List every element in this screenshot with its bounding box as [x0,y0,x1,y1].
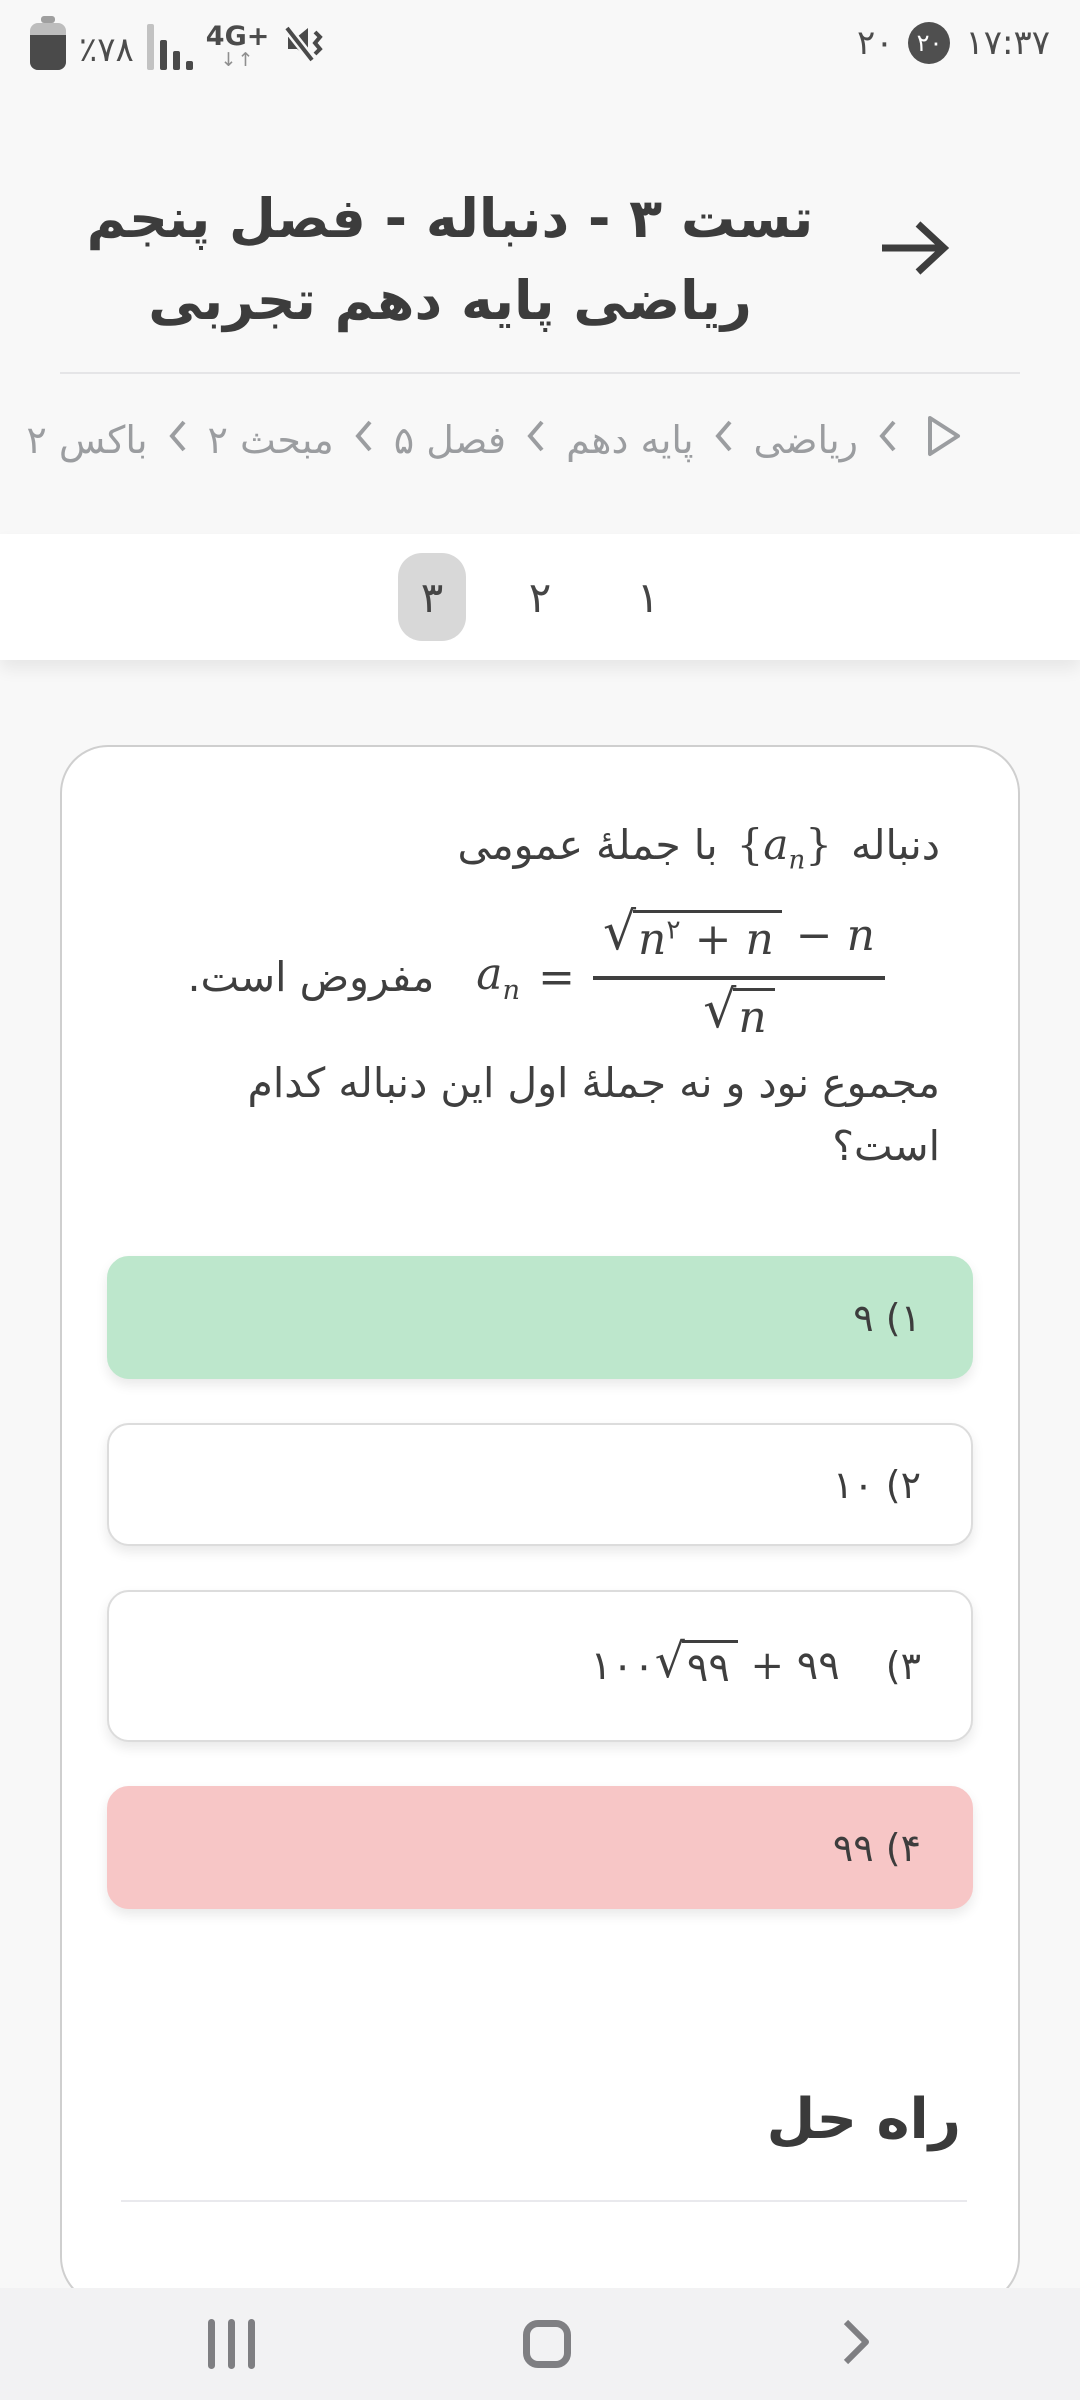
question-card [60,745,1020,2305]
question-formula-row [107,902,973,1052]
question-line4: است؟ [832,1122,940,1171]
option-1-correct[interactable]: ۱) ۹ [107,1256,973,1379]
option-2[interactable]: ۲) ۱۰ [107,1423,973,1546]
status-right [857,22,1050,64]
recents-icon[interactable] [208,2319,255,2369]
answer-options [107,1256,973,1909]
chevron-left-icon [353,418,375,463]
option-4-wrong-selected[interactable]: ۴) ۹۹ [107,1786,973,1909]
question-line3: مجموع نود و نه جملهٔ اول این دنباله کدام [247,1059,940,1108]
page-title-line1: تست ۳ - دنباله - فصل پنجم [86,187,814,250]
breadcrumb-item-grade[interactable]: پایه دهم [566,418,694,462]
chevron-left-icon [877,418,899,463]
breadcrumb-item-topic[interactable]: مبحث ۲ [207,418,334,462]
solution-heading: راه حل [766,2087,961,2153]
notification-badge: ۲۰ [908,22,950,64]
android-navigation-bar [0,2288,1080,2400]
breadcrumb [26,400,966,480]
chevron-left-icon [713,418,735,463]
back-arrow-button[interactable] [876,216,954,280]
battery-icon [30,16,66,70]
nav-back-icon[interactable] [838,2314,872,2374]
signal-bars-icon [147,24,193,70]
header-divider [60,372,1020,374]
status-left-icons [30,16,328,70]
status-bar [0,0,1080,72]
notification-count: ۲۰ [856,23,894,63]
question-tabs [0,534,1080,660]
question-line1: دنباله $\{a_n\}$ با جملهٔ عمومی [457,820,940,876]
general-term-formula: $a_n$ = √ $n^٢ + n$ − n √ n [476,910,885,1045]
sequence-notation: $\{a_n\}$ [736,820,832,876]
solution-divider [121,2200,967,2202]
home-icon[interactable] [523,2320,571,2368]
clock: ۱۷:۳۷ [965,23,1050,63]
chevron-left-icon [525,418,547,463]
mute-vibrate-icon [282,20,328,70]
network-type-icon: 4G+ ↓↑ [205,21,270,71]
breadcrumb-item-chapter[interactable]: فصل ۵ [393,418,507,462]
tab-question-3-selected[interactable]: ۳ [398,553,466,641]
page-title [70,178,830,342]
tab-question-1[interactable]: ۱ [636,572,660,622]
question-line2-suffix: مفروض است. [187,952,435,1001]
breadcrumb-item-subject[interactable]: ریاضی [753,418,858,462]
option-3-formula: ١٠٠ √ ٩٩ + ٩٩ [590,1633,840,1692]
breadcrumb-item-box[interactable]: باکس ۲ [26,418,148,462]
play-icon[interactable] [918,410,966,471]
chevron-left-icon [167,418,189,463]
page-title-line2: ریاضی پایه دهم تجربی [148,269,752,332]
tab-question-2[interactable]: ۲ [528,572,552,622]
battery-percent: ٪۷۸ [79,30,134,70]
option-3[interactable]: ۳) ١٠٠ √ ٩٩ + ٩٩ [107,1590,973,1742]
